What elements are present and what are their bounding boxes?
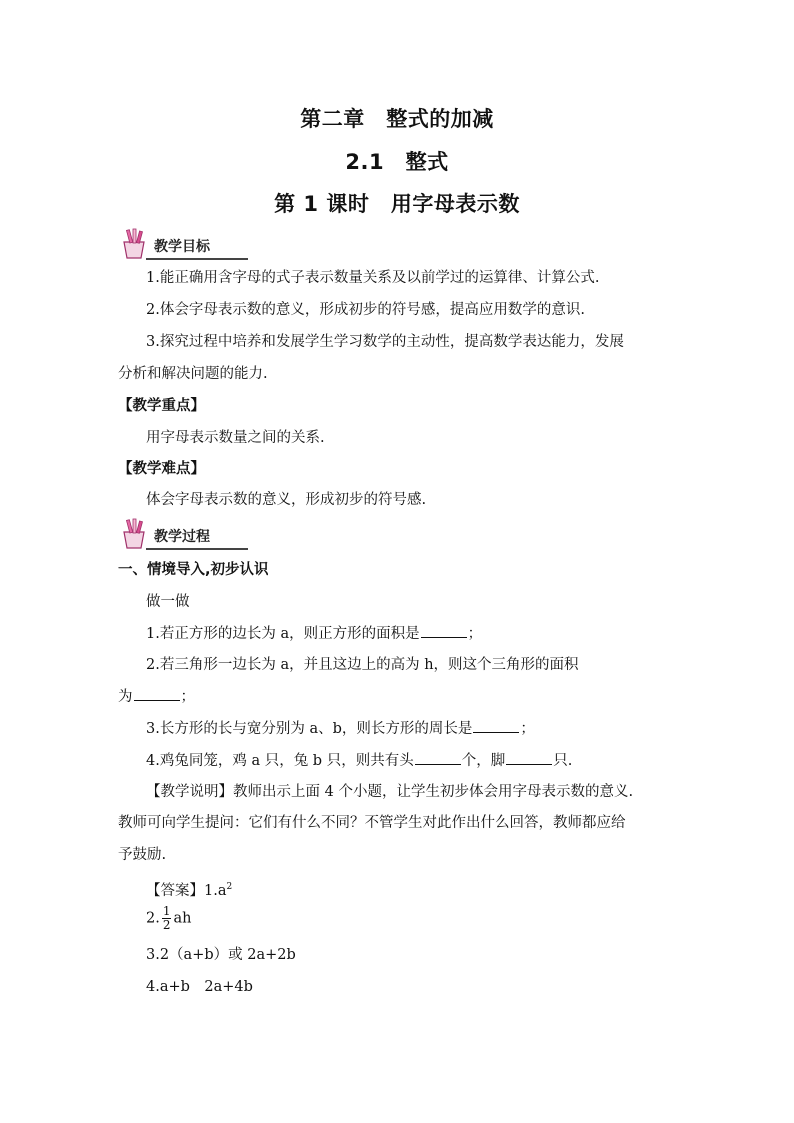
section-title: 2.1 整式 — [345, 150, 449, 174]
pencil-cup-icon — [118, 518, 152, 550]
difficulty-text: 体会字母表示数的意义，形成初步的符号感. — [146, 492, 427, 508]
chapter-title: 第二章 整式的加减 — [300, 107, 494, 131]
objective-3-cont: 分析和解决问题的能力. — [118, 366, 268, 382]
answer-2: 2. $\frac{1}{2}$ ah — [146, 904, 192, 932]
lesson-title: 第 1 课时 用字母表示数 — [274, 192, 520, 216]
key-point-heading: 【教学重点】 — [118, 398, 205, 414]
pencil-cup-icon — [118, 228, 152, 260]
question-1: 1.若正方形的边长为 a，则正方形的面积是 ； — [146, 623, 482, 644]
question-3: 3.长方形的长与宽分别为 a、b，则长方形的周长是 ； — [146, 718, 535, 739]
answer-blank — [506, 750, 552, 765]
objective-1: 1.能正确用含字母的式子表示数量关系及以前学过的运算律、计算公式. — [146, 270, 600, 286]
section1-subheading: 做一做 — [146, 594, 190, 610]
answer-3: 3.2（a+b）或 2a+2b — [146, 947, 296, 963]
process-banner — [118, 522, 248, 550]
answer-blank — [415, 750, 461, 765]
answer-blank — [473, 718, 519, 733]
question-2-line1: 2.若三角形一边长为 a，并且这边上的高为 h，则这个三角形的面积 — [146, 657, 579, 673]
objectives-banner-label: 教学目标 — [154, 239, 210, 255]
question-4: 4.鸡兔同笼，鸡 a 只，兔 b 只，则共有头 个，脚 只. — [146, 750, 572, 771]
teaching-note-line3: 予鼓励. — [118, 847, 167, 863]
question-2-line2: 为 ； — [118, 686, 195, 707]
teaching-note-line1: 【教学说明】教师出示上面 4 个小题，让学生初步体会用字母表示数的意义. — [146, 784, 634, 800]
objectives-banner — [118, 232, 248, 260]
answer-blank — [421, 623, 467, 638]
teaching-note-line2: 教师可向学生提问：它们有什么不同？不管学生对此作出什么回答，教师都应给 — [118, 815, 626, 831]
banner-underline — [146, 258, 248, 260]
answer-1: 【答案】$1.a^2$ — [146, 882, 233, 899]
banner-underline — [146, 548, 248, 550]
key-point-text: 用字母表示数量之间的关系. — [146, 430, 325, 446]
objective-3: 3.探究过程中培养和发展学生学习数学的主动性，提高数学表达能力，发展 — [146, 334, 624, 350]
fraction: $\frac{1}{2}$ — [162, 904, 171, 932]
answer-4: 4.a+b 2a+4b — [146, 979, 253, 995]
process-banner-label: 教学过程 — [154, 529, 210, 545]
objective-2: 2.体会字母表示数的意义，形成初步的符号感，提高应用数学的意识. — [146, 302, 585, 318]
section1-heading: 一、情境导入,初步认识 — [118, 562, 269, 578]
difficulty-heading: 【教学难点】 — [118, 461, 205, 477]
answer-blank — [134, 686, 180, 701]
